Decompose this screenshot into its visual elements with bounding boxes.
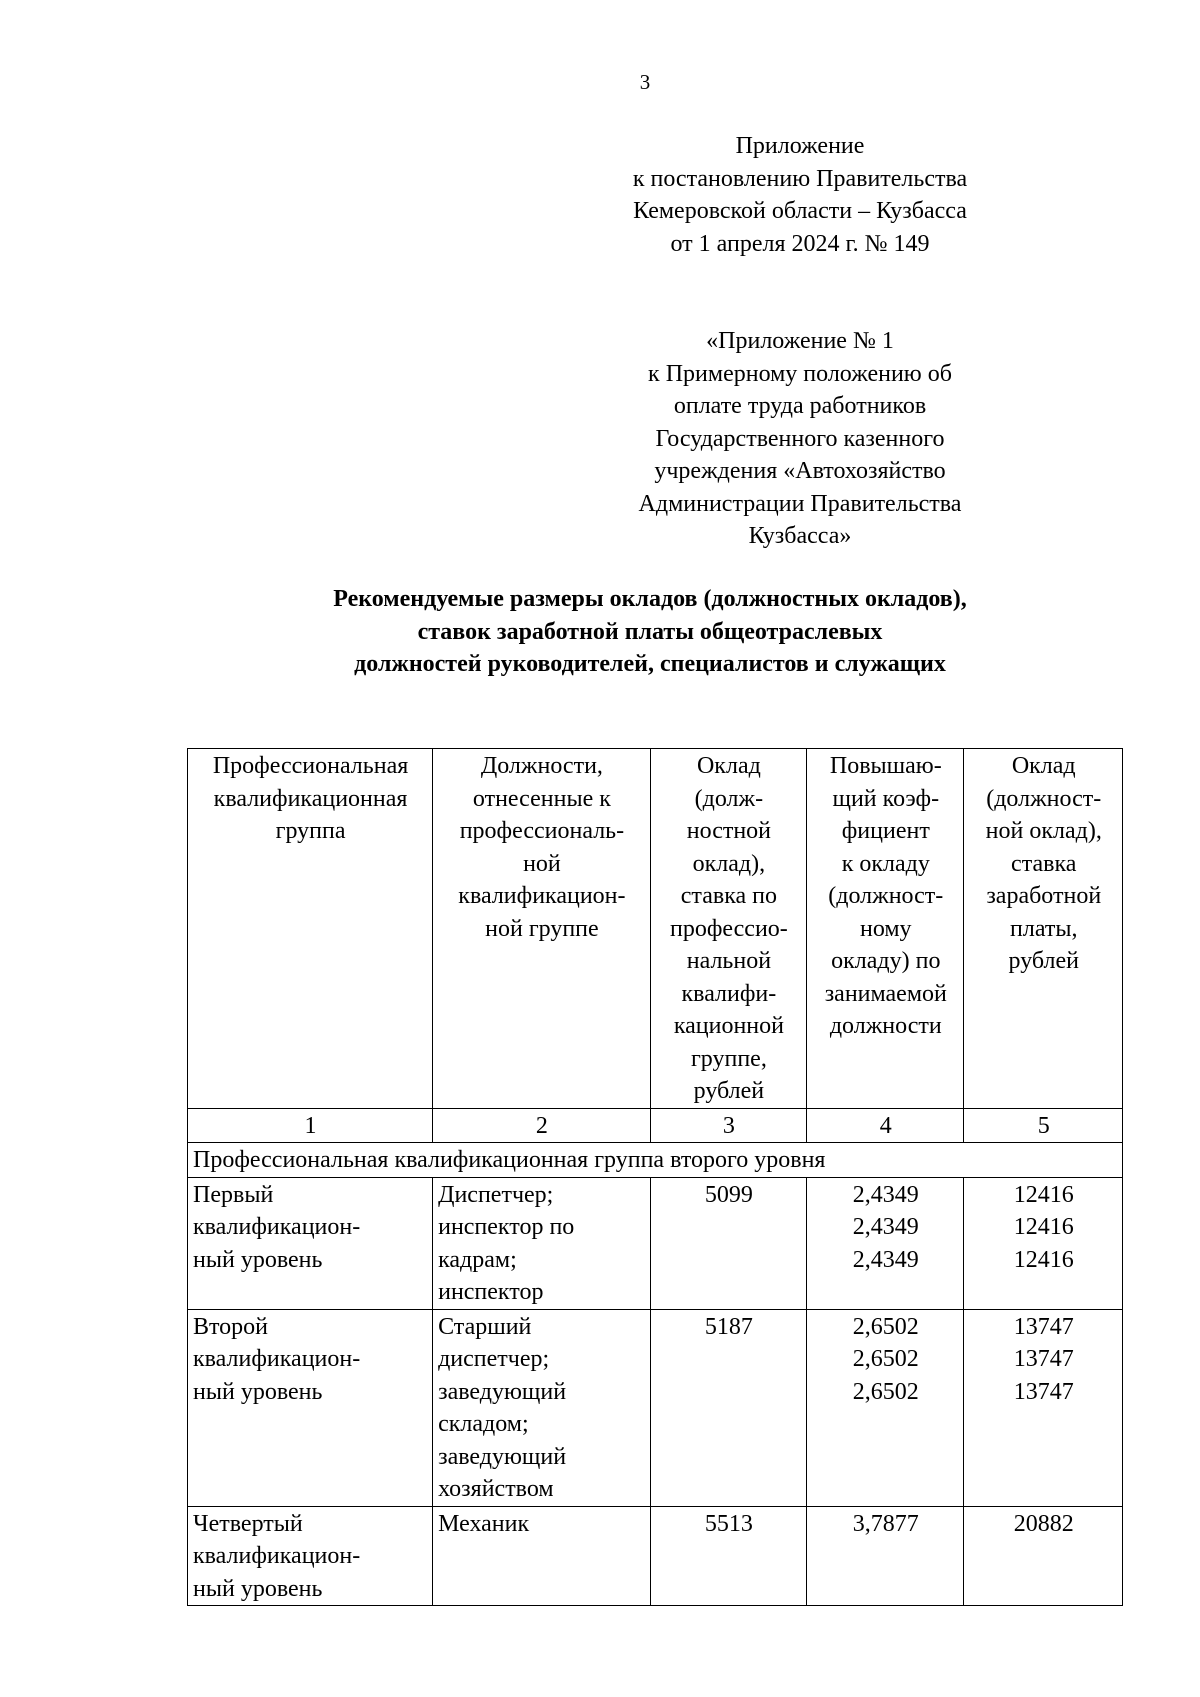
coefficient-cell: 3,7877 (807, 1506, 964, 1606)
table-row (188, 1177, 1123, 1309)
header-base-salary: Оклад (долж- ностной оклад), ставка по профессио- нальной квалифи- кационной группе, рублей (650, 749, 806, 1109)
title-line: Рекомендуемые размеры окладов (должностных окладов), (333, 586, 967, 612)
coefficient-cell: 2,4349 2,4349 2,4349 (807, 1177, 964, 1309)
base-salary-cell: 5187 (650, 1309, 806, 1506)
appendix-header (600, 130, 1000, 260)
appendix-quote-line: Администрации Правительства (638, 490, 962, 517)
group-title-row (188, 1143, 1123, 1178)
appendix-quote-line: к Примерному положению об (648, 360, 952, 387)
level-cell: Первый квалификацион- ный уровень (188, 1177, 433, 1309)
appendix-line: Приложение (735, 133, 865, 159)
column-number: 5 (964, 1108, 1123, 1143)
salary-table (187, 748, 1123, 1606)
column-number: 2 (433, 1108, 651, 1143)
page-number: 3 (639, 70, 651, 94)
document-title (150, 583, 1150, 681)
column-number: 4 (807, 1108, 964, 1143)
positions-cell: Старший диспетчер; заведующий складом; заведующий хозяйством (433, 1309, 651, 1506)
header-coefficient: Повышаю- щий коэф- фициент к окладу (должност- ному окладу) по занимаемой должности (807, 749, 964, 1109)
header-qualification-group: Профессиональная квалификационная группа (188, 749, 433, 1109)
salary-cell: 20882 (964, 1506, 1123, 1606)
appendix-line: от 1 апреля 2024 г. № 149 (670, 230, 930, 257)
appendix-quote-line: оплате труда работников (673, 393, 927, 419)
appendix-quote-line: «Приложение № 1 (706, 328, 894, 354)
salary-cell: 13747 13747 13747 (964, 1309, 1123, 1506)
column-number: 1 (188, 1108, 433, 1143)
positions-cell: Диспетчер; инспектор по кадрам; инспектор (433, 1177, 651, 1309)
table-row (188, 1506, 1123, 1606)
coefficient-cell: 2,6502 2,6502 2,6502 (807, 1309, 964, 1506)
table-header-row (188, 749, 1123, 1109)
group-title: Профессиональная квалификационная группа второго уровня (188, 1143, 1123, 1178)
title-line: должностей руководителей, специалистов и служащих (354, 651, 946, 677)
appendix-line: к постановлению Правительства (632, 165, 968, 192)
appendix-quote (600, 325, 1000, 553)
header-salary: Оклад (должност- ной оклад), ставка заработной платы, рублей (964, 749, 1123, 1109)
level-cell: Четвертый квалификацион- ный уровень (188, 1506, 433, 1606)
column-number: 3 (650, 1108, 806, 1143)
positions-cell: Механик (433, 1506, 651, 1606)
appendix-quote-line: Государственного казенного (655, 425, 945, 452)
salary-cell: 12416 12416 12416 (964, 1177, 1123, 1309)
base-salary-cell: 5099 (650, 1177, 806, 1309)
table-row (188, 1309, 1123, 1506)
appendix-quote-line: учреждения «Автохозяйство (654, 458, 946, 484)
title-line: ставок заработной платы общеотраслевых (417, 618, 883, 645)
level-cell: Второй квалификацион- ный уровень (188, 1309, 433, 1506)
base-salary-cell: 5513 (650, 1506, 806, 1606)
column-number-row (188, 1108, 1123, 1143)
appendix-quote-line: Кузбасса» (748, 523, 852, 549)
header-positions: Должности, отнесенные к профессиональ- ной квалификацион- ной группе (433, 749, 651, 1109)
appendix-line: Кемеровской области – Кузбасса (633, 198, 967, 224)
